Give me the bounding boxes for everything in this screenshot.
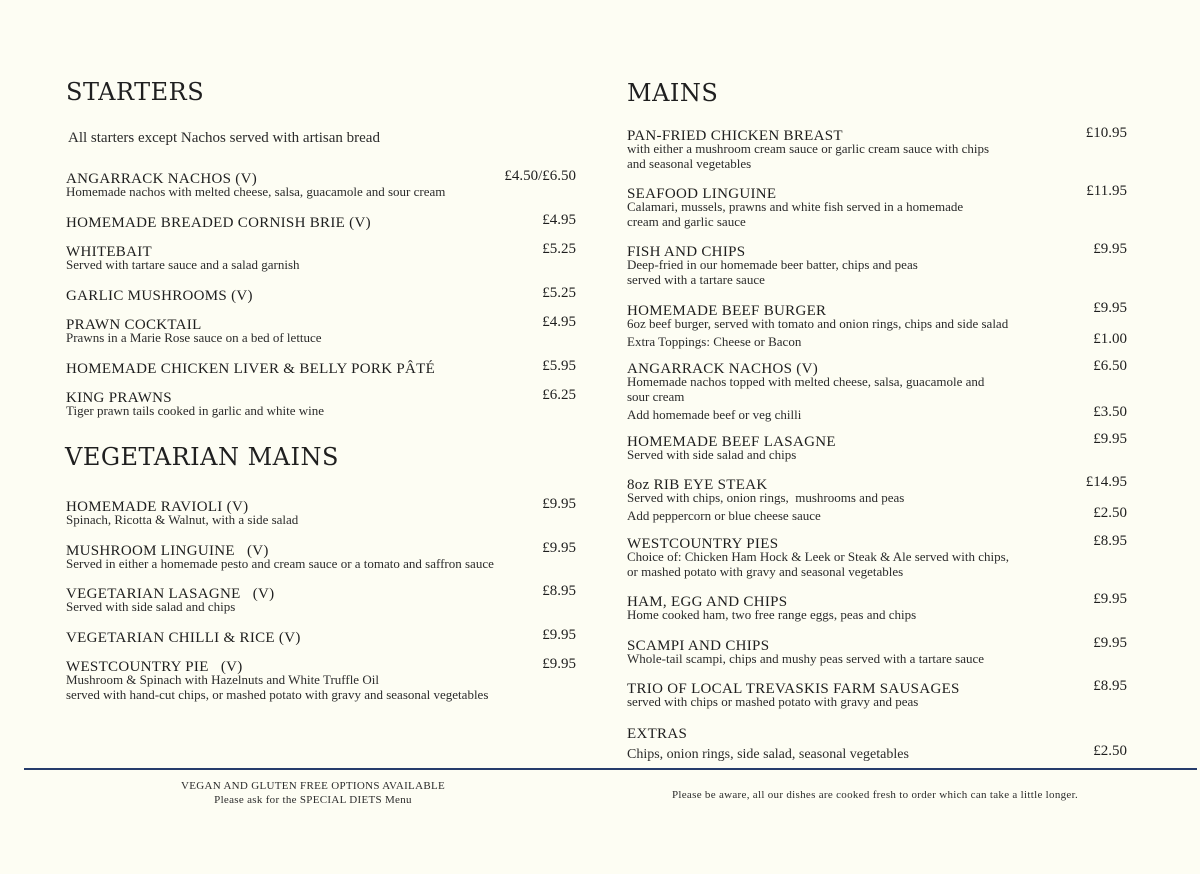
item-description: Tiger prawn tails cooked in garlic and white wine [66,403,325,418]
item-description: Whole-tail scampi, chips and mushy peas served with a tartare sauce [627,651,985,666]
menu-item [66,358,576,377]
item-extra: Add homemade beef or veg chilli [627,407,802,422]
item-price: £9.95 [1093,241,1127,257]
item-description-line2: served with hand-cut chips, or mashed potato with gravy and seasonal vegetables [66,687,489,702]
item-description: Served with side salad and chips [627,447,797,462]
item-name: WESTCOUNTRY PIE (V) [66,659,243,675]
footer-divider [24,768,1197,770]
item-description: Prawns in a Marie Rose sauce on a bed of lettuce [66,330,322,345]
item-name: 8oz RIB EYE STEAK [627,477,768,493]
extras-price: £2.50 [1093,743,1127,759]
mains-heading: MAINS [627,79,719,107]
menu-item [627,533,1127,579]
item-name: GARLIC MUSHROOMS (V) [66,288,253,304]
footer-vegan-note: VEGAN AND GLUTEN FREE OPTIONS AVAILABLE [181,780,445,792]
menu-item [627,431,1127,462]
item-price: £14.95 [1085,474,1127,490]
menu-item [66,212,576,231]
item-description: with either a mushroom cream sauce or garlic cream sauce with chips [627,141,990,156]
item-extra: Extra Toppings: Cheese or Bacon [627,334,802,349]
item-name: PAN-FRIED CHICKEN BREAST [627,128,843,144]
item-name: FISH AND CHIPS [627,244,746,260]
item-name: VEGETARIAN LASAGNE (V) [66,586,275,602]
footer-right-note: Please be aware, all our dishes are cooked fresh to order which can take a little longer. [671,789,1079,801]
menu-item [627,474,1127,523]
item-price: £8.95 [1093,533,1127,549]
item-description-line2: cream and garlic sauce [627,214,746,229]
item-price: £5.95 [542,358,576,374]
menu-item [66,627,576,646]
menu-item [66,314,576,345]
item-name: WHITEBAIT [66,244,153,260]
item-name: ANGARRACK NACHOS (V) [627,361,819,377]
item-name: HAM, EGG AND CHIPS [627,594,788,610]
item-extra-price: £3.50 [1093,404,1127,420]
menu-item [66,496,576,527]
vegetarian-heading: VEGETARIAN MAINS [65,443,339,471]
item-description: served with chips or mashed potato with gravy and peas [627,694,919,709]
menu-item [627,300,1127,349]
starters-heading: STARTERS [66,78,205,106]
item-price: £9.95 [542,540,576,556]
item-price: £8.95 [1093,678,1127,694]
item-price: £11.95 [1086,183,1127,199]
footer-special-diets-note: Please ask for the SPECIAL DIETS Menu [214,794,412,806]
menu-item [66,285,576,304]
menu-item [66,656,576,702]
item-price: £9.95 [1093,300,1127,316]
menu-item [627,591,1127,622]
item-description-line2: or mashed potato with gravy and seasonal vegetables [627,564,904,579]
item-description: Mushroom & Spinach with Hazelnuts and White Truffle Oil [66,672,379,687]
menu-item [627,635,1127,666]
item-description: Homemade nachos with melted cheese, salsa, guacamole and sour cream [66,184,446,199]
item-description: 6oz beef burger, served with tomato and onion rings, chips and side salad [627,316,1009,331]
menu-item [627,183,1127,229]
item-name: TRIO OF LOCAL TREVASKIS FARM SAUSAGES [627,681,960,697]
menu-item [66,168,576,199]
menu-item [66,583,576,614]
item-description: Deep-fried in our homemade beer batter, chips and peas [627,257,918,272]
item-price: £4.50/£6.50 [504,168,576,184]
item-name: SEAFOOD LINGUINE [627,186,777,202]
item-name: ANGARRACK NACHOS (V) [66,171,258,187]
item-description: Choice of: Chicken Ham Hock & Leek or Steak & Ale served with chips, [627,549,1009,564]
item-name: SCAMPI AND CHIPS [627,638,770,654]
item-extra-price: £2.50 [1093,505,1127,521]
item-price: £9.95 [1093,635,1127,651]
menu-item [66,540,576,571]
item-description: Served in either a homemade pesto and cream sauce or a tomato and saffron sauce [66,556,494,571]
item-price: £6.25 [542,387,576,403]
item-price: £4.95 [542,314,576,330]
menu-item [66,241,576,272]
item-description-line2: and seasonal vegetables [627,156,752,171]
menu-item [627,241,1127,287]
item-description: Home cooked ham, two free range eggs, peas and chips [627,607,917,622]
footer-left [100,779,526,807]
item-name: VEGETARIAN CHILLI & RICE (V) [66,630,301,646]
extras-description: Chips, onion rings, side salad, seasonal vegetables [627,747,909,762]
item-description: Calamari, mussels, prawns and white fish served in a homemade [627,199,964,214]
menu-item [66,387,576,418]
item-price: £5.25 [542,285,576,301]
item-price: £9.95 [1093,591,1127,607]
item-price: £4.95 [542,212,576,228]
item-name: MUSHROOM LINGUINE (V) [66,543,269,559]
item-price: £9.95 [542,656,576,672]
item-price: £10.95 [1085,125,1127,141]
extras-item [627,723,1127,762]
item-price: £8.95 [542,583,576,599]
item-name: PRAWN COCKTAIL [66,317,202,333]
item-extra: Add peppercorn or blue cheese sauce [627,508,821,523]
item-name: HOMEMADE RAVIOLI (V) [66,499,249,515]
item-name: HOMEMADE BEEF BURGER [627,303,827,319]
starters-intro: All starters except Nachos served with artisan bread [68,130,380,146]
item-description: Homemade nachos topped with melted cheese, salsa, guacamole and [627,374,985,389]
item-name: HOMEMADE CHICKEN LIVER & BELLY PORK PÂTÉ [66,361,436,377]
item-description: Served with chips, onion rings, mushrooms and peas [627,490,905,505]
item-name: KING PRAWNS [66,390,172,406]
menu-item [627,125,1127,171]
item-name: WESTCOUNTRY PIES [627,536,779,552]
menu-item [627,358,1127,422]
item-description: Served with tartare sauce and a salad garnish [66,257,300,272]
item-extra-price: £1.00 [1093,331,1127,347]
item-name: HOMEMADE BREADED CORNISH BRIE (V) [66,215,371,231]
item-description-line2: served with a tartare sauce [627,272,765,287]
item-name: HOMEMADE BEEF LASAGNE [627,434,836,450]
item-price: £9.95 [542,496,576,512]
item-price: £6.50 [1093,358,1127,374]
item-description: Spinach, Ricotta & Walnut, with a side salad [66,512,299,527]
item-description: Served with side salad and chips [66,599,236,614]
item-price: £9.95 [542,627,576,643]
menu-item [627,678,1127,709]
extras-title: EXTRAS [627,726,688,742]
item-description-line2: sour cream [627,389,685,404]
item-price: £9.95 [1093,431,1127,447]
item-price: £5.25 [542,241,576,257]
